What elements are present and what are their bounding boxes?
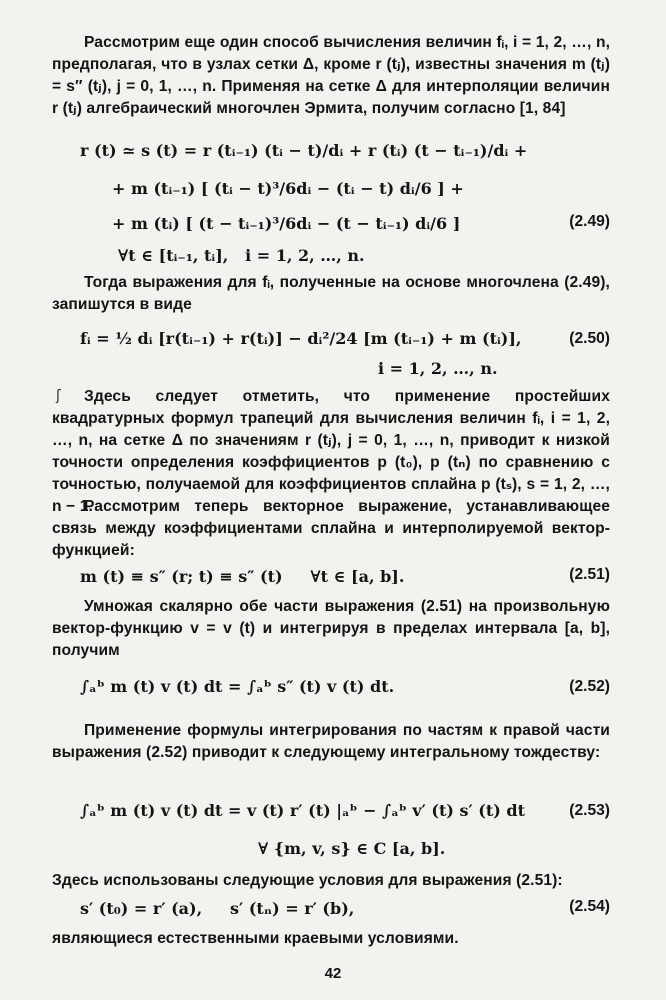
- paragraph-4-text: Рассмотрим теперь векторное выражение, устанавливающее связь между коэффициентами сплайна и интерполируемой вектор-функцией:: [52, 498, 610, 559]
- equation-2-50-line-2: i = 1, 2, …, n.: [378, 359, 498, 378]
- paragraph-1: [52, 32, 610, 120]
- equation-number-2-54: (2.54): [569, 898, 610, 915]
- equation-2-49-line-3: + m (tᵢ) [ (t − tᵢ₋₁)³/6dᵢ − (t − tᵢ₋₁) dᵢ/6 ]: [112, 214, 461, 233]
- equation-2-50-line-1: fᵢ = ½ dᵢ [r(tᵢ₋₁) + r(tᵢ)] − dᵢ²/24 [m (tᵢ₋₁) + m (tᵢ)],: [80, 329, 522, 348]
- paragraph-4: [52, 496, 610, 562]
- paragraph-2-text: Тогда выражения для fᵢ, полученные на основе многочлена (2.49), запишутся в виде: [52, 274, 610, 313]
- paragraph-6-text: Применение формулы интегрирования по частям к правой части выражения (2.52) приводит к следующему интегральному тождеству:: [52, 722, 610, 761]
- paragraph-2: [52, 272, 610, 316]
- paragraph-5: [52, 596, 610, 662]
- equation-2-54: s′ (t₀) = r′ (a), s′ (tₙ) = r′ (b),: [80, 899, 355, 918]
- paragraph-1-text: Рассмотрим еще один способ вычисления величин fᵢ, i = 1, 2, …, n, предполагая, что в узлах сетки Δ, кроме r (tⱼ), известны значения m (tⱼ) = s″ (tⱼ), j = 0, 1, …, n. Применяя на сетке Δ для интерполяции величин r (tⱼ) алгебраический многочлен Эрмита, получим согласно [1, 84]: [52, 34, 610, 117]
- paragraph-8-text: являющиеся естественными краевыми условиями.: [52, 930, 459, 947]
- equation-number-2-51: (2.51): [569, 566, 610, 583]
- equation-2-49-line-1: r (t) ≃ s (t) = r (tᵢ₋₁) (tᵢ − t)/dᵢ + r (tᵢ) (t − tᵢ₋₁)/dᵢ +: [80, 141, 528, 160]
- equation-2-51: m (t) ≡ s″ (r; t) ≡ s″ (t) ∀t ∈ [a, b].: [80, 567, 405, 586]
- equation-2-53-line-1: ∫ₐᵇ m (t) v (t) dt = v (t) r′ (t) |ₐᵇ − ∫ₐᵇ v′ (t) s′ (t) dt: [80, 801, 525, 820]
- equation-2-52: ∫ₐᵇ m (t) v (t) dt = ∫ₐᵇ s″ (t) v (t) dt.: [80, 677, 395, 696]
- equation-2-53-line-2: ∀ {m, v, s} ∈ C [a, b].: [258, 839, 446, 858]
- equation-number-2-53: (2.53): [569, 802, 610, 819]
- equation-number-2-52: (2.52): [569, 678, 610, 695]
- equation-2-49-line-2: + m (tᵢ₋₁) [ (tᵢ − t)³/6dᵢ − (tᵢ − t) dᵢ/6 ] +: [112, 179, 464, 198]
- paragraph-8: [52, 928, 610, 950]
- margin-mark: ʃ: [56, 388, 61, 404]
- paragraph-5-text: Умножая скалярно обе части выражения (2.51) на произвольную вектор-функцию v = v (t) и интегрируя в пределах интервала [a, b], получим: [52, 598, 610, 659]
- paragraph-3-text: Здесь следует отметить, что применение простейших квадратурных формул трапеций для вычисления величин fᵢ, i = 1, 2, …, n, на сетке Δ по значениям r (tⱼ), j = 0, 1, …, n, приводит к низкой точности определения коэффициентов p (t₀), p (tₙ) по сравнению с точностью, получаемой для коэффициентов сплайна p (tₛ), s = 1, 2, …, n − 1.: [52, 388, 610, 515]
- paragraph-6: [52, 720, 610, 764]
- paragraph-7: [52, 870, 610, 892]
- paragraph-7-text: Здесь использованы следующие условия для выражения (2.51):: [52, 872, 563, 889]
- page-number: 42: [324, 965, 342, 982]
- equation-number-2-50: (2.50): [569, 330, 610, 347]
- equation-2-49-line-4: ∀t ∈ [tᵢ₋₁, tᵢ], i = 1, 2, …, n.: [118, 246, 365, 265]
- equation-number-2-49: (2.49): [569, 213, 610, 230]
